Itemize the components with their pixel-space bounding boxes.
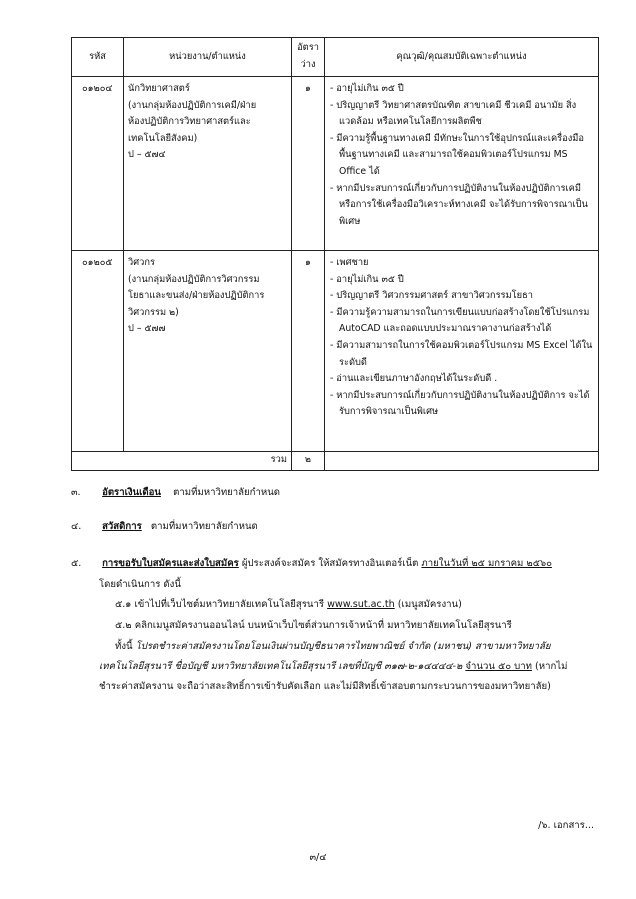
position-unit-line: โยธาและขนส่ง/ฝ่ายห้องปฏิบัติการ (128, 290, 265, 302)
step-text: เข้าไปที่เว็บไซต์มหาวิทยาลัยเทคโนโลยีสุรนารี (134, 599, 325, 610)
header-rate-line1: อัตรา (297, 42, 319, 54)
section-text: ตามที่มหาวิทยาลัยกำหนด (150, 521, 258, 532)
position-unit-line: (งานกลุ่มห้องปฏิบัติการวิศวกรรม (128, 273, 260, 285)
payment-note-line3: ชำระค่าสมัครงาน จะถือว่าสละสิทธิ์การเข้ารับคัดเลือก และไม่มีสิทธิ์เข้าสอบตามกระบวนการของมหาวิทยาลัย) (99, 681, 551, 692)
section-welfare (71, 517, 258, 537)
application-step-1 (115, 594, 462, 615)
payment-instruction: โปรดชำระค่าสมัครงานโดยโอนเงินผ่านบัญชีธนาคารไทยพาณิชย์ จำกัด (มหาชน) สาขามหาวิทยาลัย (135, 641, 551, 652)
table-header-row (72, 38, 599, 77)
total-empty-cell (325, 452, 599, 471)
table-total-row (72, 452, 599, 471)
payment-note-line1 (115, 636, 551, 657)
row-qualifications (325, 77, 599, 251)
qualification-item: - หากมีประสบการณ์เกี่ยวกับการปฏิบัติงานในห้องปฏิบัติการเคมีหรือการใช้เครื่องมือวิเคราะห์ทางเคมี จะได้รับการพิจารณาเป็นพิเศษ (330, 182, 588, 227)
step-text: (เมนูสมัครงาน) (397, 599, 462, 610)
qualification-item: - ปริญญาตรี วิทยาศาสตรบัณฑิต สาขาเคมี ชีวเคมี อนามัย สิ่งแวดล้อม หรือเทคโนโลยีการผลิตพืช (330, 99, 577, 128)
step-text: คลิกเมนูสมัครงานออนไลน์ บนหน้าเว็บไซต์ส่วนการเจ้าหน้าที่ มหาวิทยาลัยเทคโนโลยีสุรนารี (134, 620, 512, 631)
position-number: ป – ๕๗๔ (128, 149, 166, 161)
sut-website-link[interactable]: www.sut.ac.th (327, 599, 395, 610)
page-number: ๓/๔ (309, 852, 327, 863)
qualification-item: - หากมีประสบการณ์เกี่ยวกับการปฏิบัติงานในห้องปฏิบัติการ จะได้รับการพิจารณาเป็นพิเศษ (330, 389, 590, 418)
application-step-2 (115, 615, 512, 636)
row-code: ๐๑๒๐๔ (72, 77, 124, 251)
row-position (124, 77, 292, 251)
section-title: สวัสดิการ (102, 521, 142, 532)
payment-note-line2 (99, 656, 567, 677)
payment-condition: (หากไม่ (535, 661, 568, 672)
qualification-item: - อายุไม่เกิน ๓๕ ปี (330, 83, 404, 94)
qualification-item: - อ่านและเขียนภาษาอังกฤษได้ในระดับดี . (330, 373, 498, 385)
header-rate (292, 38, 325, 77)
qualification-item: - มีความรู้พื้นฐานทางเคมี มีทักษะในการใช้อุปกรณ์และเครื่องมือพื้นฐานทางเคมี และสามารถใช้คอมพิวเตอร์โปรแกรม MS Office ได้ (330, 132, 585, 177)
header-qualifications: คุณวุฒิ/คุณสมบัติเฉพาะตำแหน่ง (325, 38, 599, 77)
header-code: รหัส (72, 38, 124, 77)
section-salary (71, 483, 280, 503)
total-value: ๒ (292, 452, 325, 471)
qualification-item: - ปริญญาตรี วิศวกรรมศาสตร์ สาขาวิศวกรรมโยธา (330, 290, 534, 302)
application-deadline: ภายในวันที่ ๒๕ มกราคม ๒๕๖๐ (421, 558, 552, 569)
position-unit-line: ห้องปฏิบัติการวิทยาศาสตร์และ (128, 116, 251, 128)
payment-amount: จำนวน ๕๐ บาท (465, 661, 532, 672)
position-unit-line: วิศวกรรม ๒) (128, 306, 179, 318)
section-number: ๕. (71, 558, 82, 569)
row-position (124, 251, 292, 452)
section-text: ผู้ประสงค์จะสมัคร ให้สมัครทางอินเตอร์เน็ต (241, 558, 419, 569)
payment-lead: ทั้งนี้ (115, 641, 133, 652)
table-row (72, 77, 599, 251)
step-number: ๕.๒ (115, 620, 132, 631)
qualification-item: - มีความรู้ความสามารถในการเขียนแบบก่อสร้างโดยใช้โปรแกรม AutoCAD และถอดแบบประมาณราคางานก่อสร้างได้ (330, 306, 590, 335)
section-title: อัตราเงินเดือน (102, 487, 161, 498)
continued-marker: /๖. เอกสาร... (538, 820, 594, 831)
position-unit-line: (งานกลุ่มห้องปฏิบัติการเคมี/ฝ่าย (128, 99, 257, 111)
row-code: ๐๑๒๐๕ (72, 251, 124, 452)
qualification-item: - เพศชาย (330, 257, 369, 268)
header-rate-line2: ว่าง (300, 59, 316, 70)
row-rate: ๑ (292, 251, 325, 452)
section-application (71, 554, 552, 574)
section-number: ๓. (71, 487, 81, 498)
row-rate: ๑ (292, 77, 325, 251)
section-text: ตามที่มหาวิทยาลัยกำหนด (173, 487, 280, 498)
step-number: ๕.๑ (115, 599, 132, 610)
section-title: การขอรับใบสมัครและส่งใบสมัคร (102, 558, 239, 569)
table-row (72, 251, 599, 452)
position-unit-line: เทคโนโลยีสังคม) (128, 132, 198, 144)
position-number: ป – ๕๗๗ (128, 323, 166, 335)
section-number: ๔. (71, 521, 82, 532)
qualification-item: - มีความสามารถในการใช้คอมพิวเตอร์โปรแกรม MS Excel ได้ในระดับดี (330, 339, 593, 368)
qualification-item: - อายุไม่เกิน ๓๕ ปี (330, 273, 404, 285)
payment-account: เทคโนโลยีสุรนารี ชื่อบัญชี มหาวิทยาลัยเทคโนโลยีสุรนารี เลขที่บัญชี ๓๑๗-๒-๑๔๔๔๔-๒ (99, 661, 463, 672)
row-qualifications (325, 251, 599, 452)
header-position: หน่วยงาน/ตำแหน่ง (124, 38, 292, 77)
positions-table (71, 37, 599, 471)
position-title: วิศวกร (128, 257, 155, 268)
application-procedure: โดยดำเนินการ ดังนี้ (99, 579, 181, 590)
total-label: รวม (72, 452, 292, 471)
position-title: นักวิทยาศาสตร์ (128, 83, 190, 94)
